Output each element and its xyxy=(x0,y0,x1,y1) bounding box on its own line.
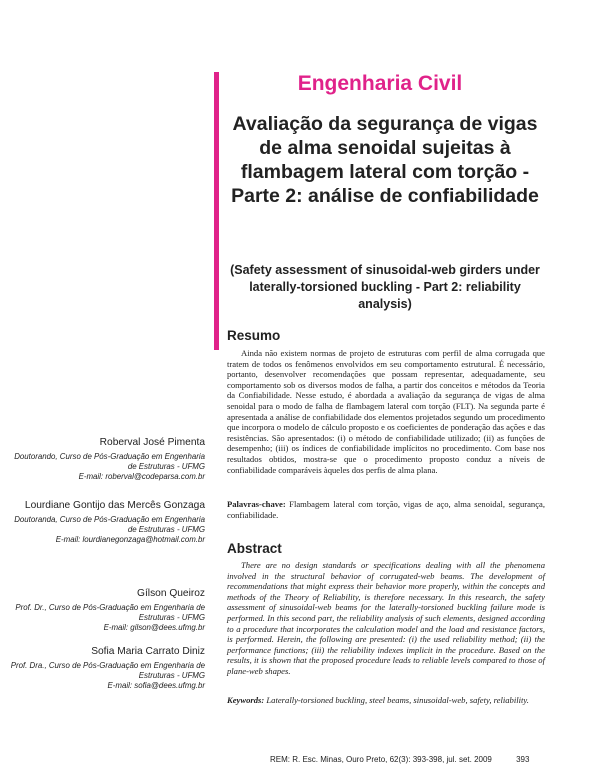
page-footer xyxy=(270,755,529,764)
author-name: Roberval José Pimenta xyxy=(99,437,205,448)
author-email: E-mail: gilson@dees.ufmg.br xyxy=(103,623,205,633)
author-name: Gílson Queiroz xyxy=(137,588,205,599)
resumo-keywords-label: Palavras-chave: xyxy=(227,499,286,509)
section-accent-bar xyxy=(214,72,219,350)
author-affiliation: Doutoranda, Curso de Pós-Graduação em Engenharia de Estruturas - UFMG xyxy=(14,515,205,535)
resumo-text: Ainda não existem normas de projeto de estruturas com perfil de alma corrugada que tratem de todos os fenômenos envolvidos em seu comportamento estrutural. É necessário, portanto, desenvolver recomendações que possam representar, adequadamente, seu comportamento sob os diversos modos de falha, a partir dos conceitos e métodos da Teoria da Confiabilidade. Nesse estudo, é abordada a avaliação da segurança de vigas de alma senoidal para o modo de falha de flambagem lateral com torção (FLT). Na segunda parte é apresentada a análise de confiabilidade dos elementos projetados segundo um procedimento que incorpora o modelo de cálculo proposto e os coeficientes de ponderação das ações e das resistências. São apresentados: (i) o método de confiabilidade utilizado; (ii) as funções de desempenho; (iii) os índices de confiabilidade implícitos no procedimento. Com base nos resultados obtidos, mostra-se que o procedimento proposto conduz a níveis de confiabilidade comparáveis àqueles dos perfis de alma plana. xyxy=(227,348,545,475)
author-affiliation: Doutorando, Curso de Pós-Graduação em Engenharia de Estruturas - UFMG xyxy=(14,452,205,472)
author-email: E-mail: roberval@codeparsa.com.br xyxy=(78,472,205,482)
resumo-body xyxy=(227,348,545,475)
abstract-body xyxy=(227,560,545,677)
article-title-english: (Safety assessment of sinusoidal-web girders under laterally-torsioned buckling - Part 2: reliability analysis) xyxy=(230,263,540,311)
author-block xyxy=(5,587,205,634)
abstract-text: There are no design standards or specifications dealing with all the phenomena involved in the structural behavior of corrugated-web beams. The development of recommendations that might express their behavior more properly, within the concepts and methods of the Theory of Reliability, is therefore necessary. In this research, the safety assessment of sinusoidal-web beams for the laterally-torsioned buckling failure mode is performed. In this second part, the reliability analysis of such elements, designed according to a procedure that incorporates the calculation model and the load and resistance factors, is performed. Herein, the following are presented: (i) the used reliability method; (ii) the performance functions; (iii) the reliability indexes implicit in the procedure. Based on the results, it is shown that the proposed procedure leads to reliable levels compared to those of plane-web shapes. xyxy=(227,560,545,676)
author-name: Lourdiane Gontijo das Mercês Gonzaga xyxy=(24,500,205,511)
resumo-heading: Resumo xyxy=(227,328,281,343)
author-name: Sofia Maria Carrato Diniz xyxy=(91,646,205,657)
author-affiliation: Prof. Dra., Curso de Pós-Graduação em Engenharia de Estruturas - UFMG xyxy=(10,661,205,681)
author-block xyxy=(5,436,205,483)
article-title: Avaliação da segurança de vigas de alma senoidal sujeitas à flambagem lateral com torção - Parte 2: análise de confiabilidade xyxy=(231,113,539,207)
abstract-keywords xyxy=(227,695,545,706)
author-email: E-mail: lourdianegonzaga@hotmail.com.br xyxy=(55,535,205,545)
author-block xyxy=(5,645,205,692)
abstract-keywords-text: Laterally-torsioned buckling, steel beams, sinusoidal-web, safety, reliability. xyxy=(266,695,529,705)
section-title: Engenharia Civil xyxy=(297,72,463,95)
abstract-heading: Abstract xyxy=(227,541,282,556)
author-affiliation: Prof. Dr., Curso de Pós-Graduação em Engenharia de Estruturas - UFMG xyxy=(15,603,205,623)
page-number: 393 xyxy=(516,755,530,764)
footer-citation: REM: R. Esc. Minas, Ouro Preto, 62(3): 393-398, jul. set. 2009 xyxy=(270,755,492,764)
resumo-keywords xyxy=(227,499,545,520)
author-column xyxy=(5,0,205,776)
author-email: E-mail: sofia@dees.ufmg.br xyxy=(107,681,205,691)
abstract-keywords-label: Keywords: xyxy=(227,695,265,705)
author-block xyxy=(5,499,205,546)
resumo-keywords-text: Flambagem lateral com torção, vigas de aço, alma senoidal, segurança, confiabilidade. xyxy=(227,499,545,520)
